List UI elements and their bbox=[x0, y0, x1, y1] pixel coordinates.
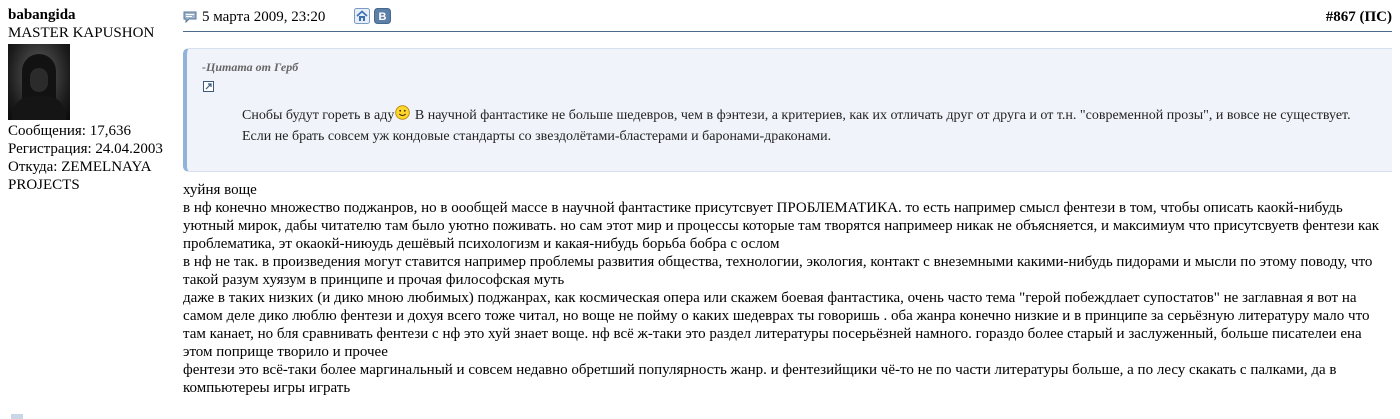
post-number: #867 (ПС) bbox=[1325, 9, 1392, 25]
quote-block bbox=[183, 48, 1392, 172]
user-title: MASTER KAPUSHON bbox=[8, 25, 155, 41]
quote-text-end: В научной фантастике не больше шедевров, чем в фэнтези, а критериев, как их отличать друг от друга и от т.н. "современной прозы", и вовсе не существует. Если не брать совсем уж кондовые стандарты со звездолётами-бластерами и баронами-драконами. bbox=[242, 108, 1351, 144]
user-registration-date: Регистрация: 24.04.2003 bbox=[8, 141, 163, 157]
avatar[interactable] bbox=[8, 44, 70, 120]
username-link[interactable]: babangida bbox=[8, 7, 76, 23]
user-posts-count: Сообщения: 17,636 bbox=[8, 123, 131, 139]
user-info-panel bbox=[8, 6, 178, 194]
post-icon bbox=[183, 11, 198, 23]
vkontakte-icon[interactable] bbox=[374, 8, 391, 24]
smile-icon bbox=[395, 105, 410, 120]
post-paragraph: в нф не так. в произведения могут ставится например проблемы развития общества, технологии, экология, контакт с внеземными какими-нибудь пидорами и мысли по этому поводу, что такой разум хуязум в принципе и прочая философская муть bbox=[183, 254, 1373, 288]
quote-author: -Цитата от Герб bbox=[202, 60, 299, 74]
user-location: Откуда: ZEMELNAYA bbox=[8, 159, 152, 175]
post-paragraph: в нф конечно множество поджанров, но в оообщей массе в научной фантастике присутсвует ПРОБЛЕМАТИКА. то есть например смысл фентези в том, чтобы описать каокй-нибудь уютный мирок, дабы читателю там было уютно поживать. но сам этот мир и процессы которые там творятся напримеер никак не объясняется, и максимиум что присутсвуетв фентези как проблематика, эт окаокй-ниюудь дешёвый психологизм и какая-нибудь борьба бобра с ослом bbox=[183, 200, 1380, 252]
user-location-cont: PROJECTS bbox=[8, 177, 80, 193]
next-post-icon bbox=[10, 414, 24, 419]
home-icon[interactable] bbox=[354, 8, 370, 24]
post-date: 5 марта 2009, 23:20 bbox=[202, 9, 326, 25]
quote-text bbox=[242, 105, 1352, 147]
view-post-icon[interactable] bbox=[203, 81, 214, 92]
ps-label[interactable]: ПС bbox=[1364, 9, 1387, 25]
post-paragraph: даже в таких низких (и дико мною любимых) поджанрах, как космическая опера или скажем боевая фантастика, очень часто тема "герой побеждлает супостатов" не заглавная я вот на самом деле дико люблю фентези и дохуя всего тоже читал, но воще не пойму о каких шедеврах ты говоришь . оба жанра конечно низкие и в принципе за серьёзную литературу мало что там канает, но бля сравнивать фентези с нф это хуй знает воще. нф всё ж-таки это раздел литературы посерьёзней намного. гораздо более старый и заслуженный, больше писателеи ена этом поприще творило и прочее bbox=[183, 290, 1370, 360]
post-paragraph: хуйня воще bbox=[183, 182, 257, 198]
post-header bbox=[183, 8, 1392, 32]
post-body bbox=[183, 181, 1392, 397]
post-number-link[interactable]: #867 bbox=[1325, 9, 1356, 25]
svg-text:B: B bbox=[378, 11, 387, 23]
post-paragraph: фентези это всё-таки более маргинальный и совсем недавно обретший популярность жанр. и фентезийщики чё-то не по части литературы больше, а по лесу скакать с палками, да в компьютереы игры играть bbox=[183, 362, 1337, 396]
quote-text-start: Снобы будут гореть в аду bbox=[242, 108, 395, 123]
